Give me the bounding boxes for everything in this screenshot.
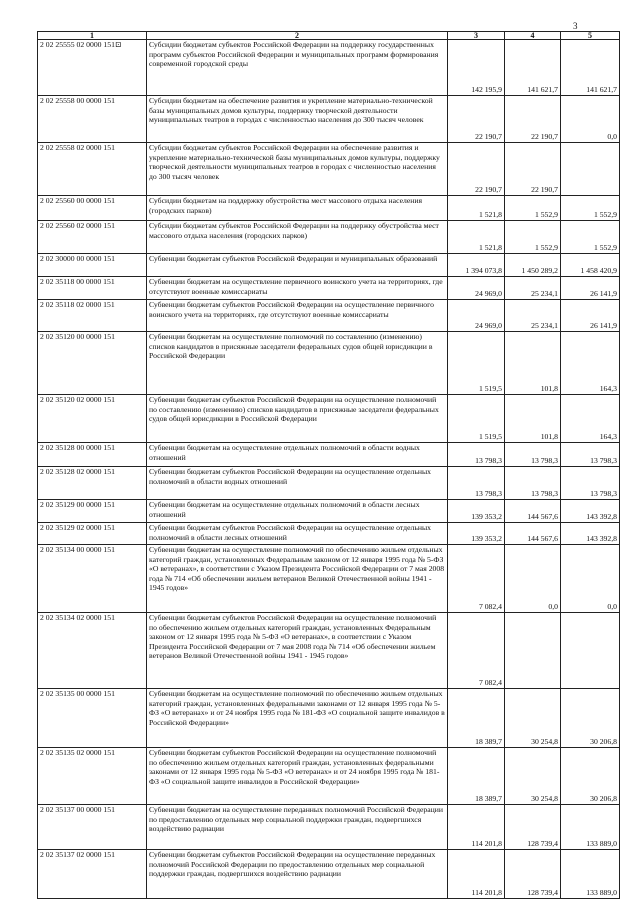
item-name: Субсидии бюджетам на поддержку обустройства мест массового отдыха населения (городских парков) <box>147 196 448 221</box>
value-col-5 <box>561 143 620 196</box>
budget-code: 2 02 35118 02 0000 151 <box>38 300 147 332</box>
budget-code: 2 02 35134 02 0000 151 <box>38 613 147 689</box>
value-col-5: 1 458 420,9 <box>561 254 620 277</box>
value-col-3: 7 082,4 <box>448 545 505 613</box>
item-name: Субвенции бюджетам на осуществление переданных полномочий Российской Федерации по предоставлению отдельных мер социальной поддержки граждан, подвергшихся воздействию радиации <box>147 805 448 850</box>
value-col-5: 30 206,8 <box>561 748 620 805</box>
value-col-4: 22 190,7 <box>505 143 561 196</box>
table-row <box>38 443 620 467</box>
budget-code: 2 02 25558 00 0000 151 <box>38 96 147 143</box>
item-name: Субвенции бюджетам на осуществление отдельных полномочий в области водных отношений <box>147 443 448 467</box>
value-col-4: 30 254,8 <box>505 689 561 748</box>
item-name: Субвенции бюджетам на осуществление полномочий по составлению (изменению) списков кандидатов в присяжные заседатели федеральных судов общей юрисдикции в Российской Федерации <box>147 332 448 395</box>
column-number-row <box>38 32 620 40</box>
value-col-3: 1 394 073,8 <box>448 254 505 277</box>
value-col-4: 1 552,9 <box>505 221 561 254</box>
column-number: 5 <box>561 32 620 40</box>
item-name: Субвенции бюджетам субъектов Российской Федерации на осуществление полномочий по обеспечению жильем отдельных категорий граждан, установленных федеральными законами от 12 января 1995 года № 5-ФЗ «О ветеранах» и от 24 ноября 1995 года № 181-ФЗ «О социальной защите инвалидов в Российской Федерации» <box>147 748 448 805</box>
budget-code: 2 02 30000 00 0000 151 <box>38 254 147 277</box>
value-col-3: 114 201,8 <box>448 850 505 899</box>
table-row <box>38 545 620 613</box>
budget-code: 2 02 35118 00 0000 151 <box>38 277 147 300</box>
table-row <box>38 805 620 850</box>
item-name: Субвенции бюджетам на осуществление полномочий по обеспечению жильем отдельных категорий граждан, установленных Федеральным законом от 12 января 1995 года № 5-ФЗ «О ветеранах», в соответствии с Указом Президента Российской Федерации от 7 мая 2008 года № 714 «Об обеспечении жильем ветеранов Великой Отечественной войны 1941 - 1945 годов» <box>147 545 448 613</box>
column-number: 2 <box>147 32 448 40</box>
value-col-4: 144 567,6 <box>505 500 561 523</box>
value-col-3: 139 353,2 <box>448 523 505 545</box>
budget-code: 2 02 25558 02 0000 151 <box>38 143 147 196</box>
value-col-5: 26 141,9 <box>561 300 620 332</box>
budget-code: 2 02 35134 00 0000 151 <box>38 545 147 613</box>
table-row <box>38 850 620 899</box>
budget-code: 2 02 35137 00 0000 151 <box>38 805 147 850</box>
column-number: 3 <box>448 32 505 40</box>
value-col-3: 13 798,3 <box>448 467 505 500</box>
value-col-3: 24 969,0 <box>448 300 505 332</box>
value-col-3: 142 195,9 <box>448 40 505 96</box>
item-name: Субсидии бюджетам на обеспечение развития и укрепление материально-технической базы муниципальных домов культуры, поддержку творческой деятельности муниципальных театров в городах с численностью населения до 300 тысяч человек <box>147 96 448 143</box>
value-col-3: 1 519,5 <box>448 332 505 395</box>
item-name: Субсидии бюджетам субъектов Российской Федерации на поддержку государственных программ субъектов Российской Федерации и муниципальных программ формирования современной городской среды <box>147 40 448 96</box>
value-col-5: 133 889,0 <box>561 805 620 850</box>
value-col-5: 26 141,9 <box>561 277 620 300</box>
value-col-4: 141 621,7 <box>505 40 561 96</box>
value-col-3: 114 201,8 <box>448 805 505 850</box>
column-number: 4 <box>505 32 561 40</box>
table-row <box>38 613 620 689</box>
table-row <box>38 143 620 196</box>
value-col-3: 1 521,8 <box>448 196 505 221</box>
value-col-4: 25 234,1 <box>505 300 561 332</box>
item-name: Субвенции бюджетам субъектов Российской Федерации на осуществление полномочий по составлению (изменению) списков кандидатов в присяжные заседатели федеральных судов общей юрисдикции в Российской Федерации <box>147 395 448 443</box>
column-number: 1 <box>38 32 147 40</box>
table-row <box>38 196 620 221</box>
item-name: Субсидии бюджетам субъектов Российской Федерации на обеспечение развития и укрепление материально-технической базы муниципальных домов культуры, поддержку творческой деятельности муниципальных театров в городах с численностью населения до 300 тысяч человек <box>147 143 448 196</box>
value-col-4: 101,8 <box>505 395 561 443</box>
table-row <box>38 467 620 500</box>
table-row <box>38 40 620 96</box>
budget-code: 2 02 35120 02 0000 151 <box>38 395 147 443</box>
value-col-5: 143 392,8 <box>561 523 620 545</box>
value-col-5: 0,0 <box>561 545 620 613</box>
page-number: 3 <box>573 21 578 31</box>
budget-code: 2 02 35128 02 0000 151 <box>38 467 147 500</box>
value-col-5: 143 392,8 <box>561 500 620 523</box>
item-name: Субвенции бюджетам на осуществление первичного воинского учета на территориях, где отсутствуют военные комиссариаты <box>147 277 448 300</box>
table-row <box>38 300 620 332</box>
table-row <box>38 500 620 523</box>
value-col-5: 164,3 <box>561 395 620 443</box>
budget-code: 2 02 35120 00 0000 151 <box>38 332 147 395</box>
table-row <box>38 332 620 395</box>
budget-code: 2 02 35129 00 0000 151 <box>38 500 147 523</box>
value-col-3: 22 190,7 <box>448 143 505 196</box>
value-col-5: 13 798,3 <box>561 443 620 467</box>
budget-code: 2 02 25560 00 0000 151 <box>38 196 147 221</box>
table-row <box>38 689 620 748</box>
item-name: Субвенции бюджетам субъектов Российской Федерации на осуществление полномочий по обеспечению жильем отдельных категорий граждан, установленных Федеральным законом от 12 января 1995 года № 5-ФЗ «О ветеранах», в соответствии с Указом Президента Российской Федерации от 7 мая 2008 года № 714 «Об обеспечении жильем ветеранов Великой Отечественной войны 1941 - 1945 годов» <box>147 613 448 689</box>
item-name: Субвенции бюджетам на осуществление полномочий по обеспечению жильем отдельных категорий граждан, установленных федеральными законами от 12 января 1995 года № 5-ФЗ «О ветеранах» и от 24 ноября 1995 года № 181-ФЗ «О социальной защите инвалидов в Российской Федерации» <box>147 689 448 748</box>
value-col-5: 1 552,9 <box>561 196 620 221</box>
table-row <box>38 254 620 277</box>
value-col-5: 164,3 <box>561 332 620 395</box>
budget-code: 2 02 35135 02 0000 151 <box>38 748 147 805</box>
item-name: Субвенции бюджетам на осуществление отдельных полномочий в области лесных отношений <box>147 500 448 523</box>
value-col-3: 139 353,2 <box>448 500 505 523</box>
value-col-4: 144 567,6 <box>505 523 561 545</box>
value-col-4: 25 234,1 <box>505 277 561 300</box>
table-row <box>38 277 620 300</box>
budget-revenue-table <box>37 31 620 899</box>
value-col-4: 22 190,7 <box>505 96 561 143</box>
value-col-4: 101,8 <box>505 332 561 395</box>
budget-code: 2 02 35135 00 0000 151 <box>38 689 147 748</box>
value-col-4: 30 254,8 <box>505 748 561 805</box>
table-row <box>38 523 620 545</box>
item-name: Субвенции бюджетам субъектов Российской Федерации на осуществление отдельных полномочий в области лесных отношений <box>147 523 448 545</box>
value-col-3: 13 798,3 <box>448 443 505 467</box>
value-col-5: 0,0 <box>561 96 620 143</box>
value-col-3: 18 389,7 <box>448 689 505 748</box>
value-col-4: 1 552,9 <box>505 196 561 221</box>
budget-code: 2 02 35137 02 0000 151 <box>38 850 147 899</box>
value-col-3: 1 519,5 <box>448 395 505 443</box>
item-name: Субвенции бюджетам субъектов Российской Федерации на осуществление переданных полномочий Российской Федерации по предоставлению отдельных мер социальной поддержки граждан, подвергшихся воздействию радиации <box>147 850 448 899</box>
value-col-3: 18 389,7 <box>448 748 505 805</box>
budget-code: 2 02 35128 00 0000 151 <box>38 443 147 467</box>
value-col-4: 0,0 <box>505 545 561 613</box>
table-row <box>38 96 620 143</box>
budget-code: 2 02 25560 02 0000 151 <box>38 221 147 254</box>
value-col-3: 22 190,7 <box>448 96 505 143</box>
item-name: Субсидии бюджетам субъектов Российской Федерации на поддержку обустройства мест массового отдыха населения (городских парков) <box>147 221 448 254</box>
value-col-5 <box>561 613 620 689</box>
value-col-3: 1 521,8 <box>448 221 505 254</box>
value-col-4: 1 450 289,2 <box>505 254 561 277</box>
value-col-3: 7 082,4 <box>448 613 505 689</box>
table-row <box>38 748 620 805</box>
value-col-5: 141 621,7 <box>561 40 620 96</box>
budget-code: 2 02 35129 02 0000 151 <box>38 523 147 545</box>
value-col-4 <box>505 613 561 689</box>
item-name: Субвенции бюджетам субъектов Российской Федерации на осуществление первичного воинского учета на территориях, где отсутствуют военные комиссариаты <box>147 300 448 332</box>
table-row <box>38 395 620 443</box>
item-name: Субвенции бюджетам субъектов Российской Федерации и муниципальных образований <box>147 254 448 277</box>
value-col-4: 13 798,3 <box>505 467 561 500</box>
table-row <box>38 221 620 254</box>
value-col-4: 128 739,4 <box>505 850 561 899</box>
item-name: Субвенции бюджетам субъектов Российской Федерации на осуществление отдельных полномочий в области водных отношений <box>147 467 448 500</box>
budget-code: 2 02 25555 02 0000 151⊡ <box>38 40 147 96</box>
value-col-5: 1 552,9 <box>561 221 620 254</box>
value-col-5: 30 206,8 <box>561 689 620 748</box>
value-col-4: 128 739,4 <box>505 805 561 850</box>
value-col-3: 24 969,0 <box>448 277 505 300</box>
value-col-5: 13 798,3 <box>561 467 620 500</box>
value-col-4: 13 798,3 <box>505 443 561 467</box>
value-col-5: 133 889,0 <box>561 850 620 899</box>
